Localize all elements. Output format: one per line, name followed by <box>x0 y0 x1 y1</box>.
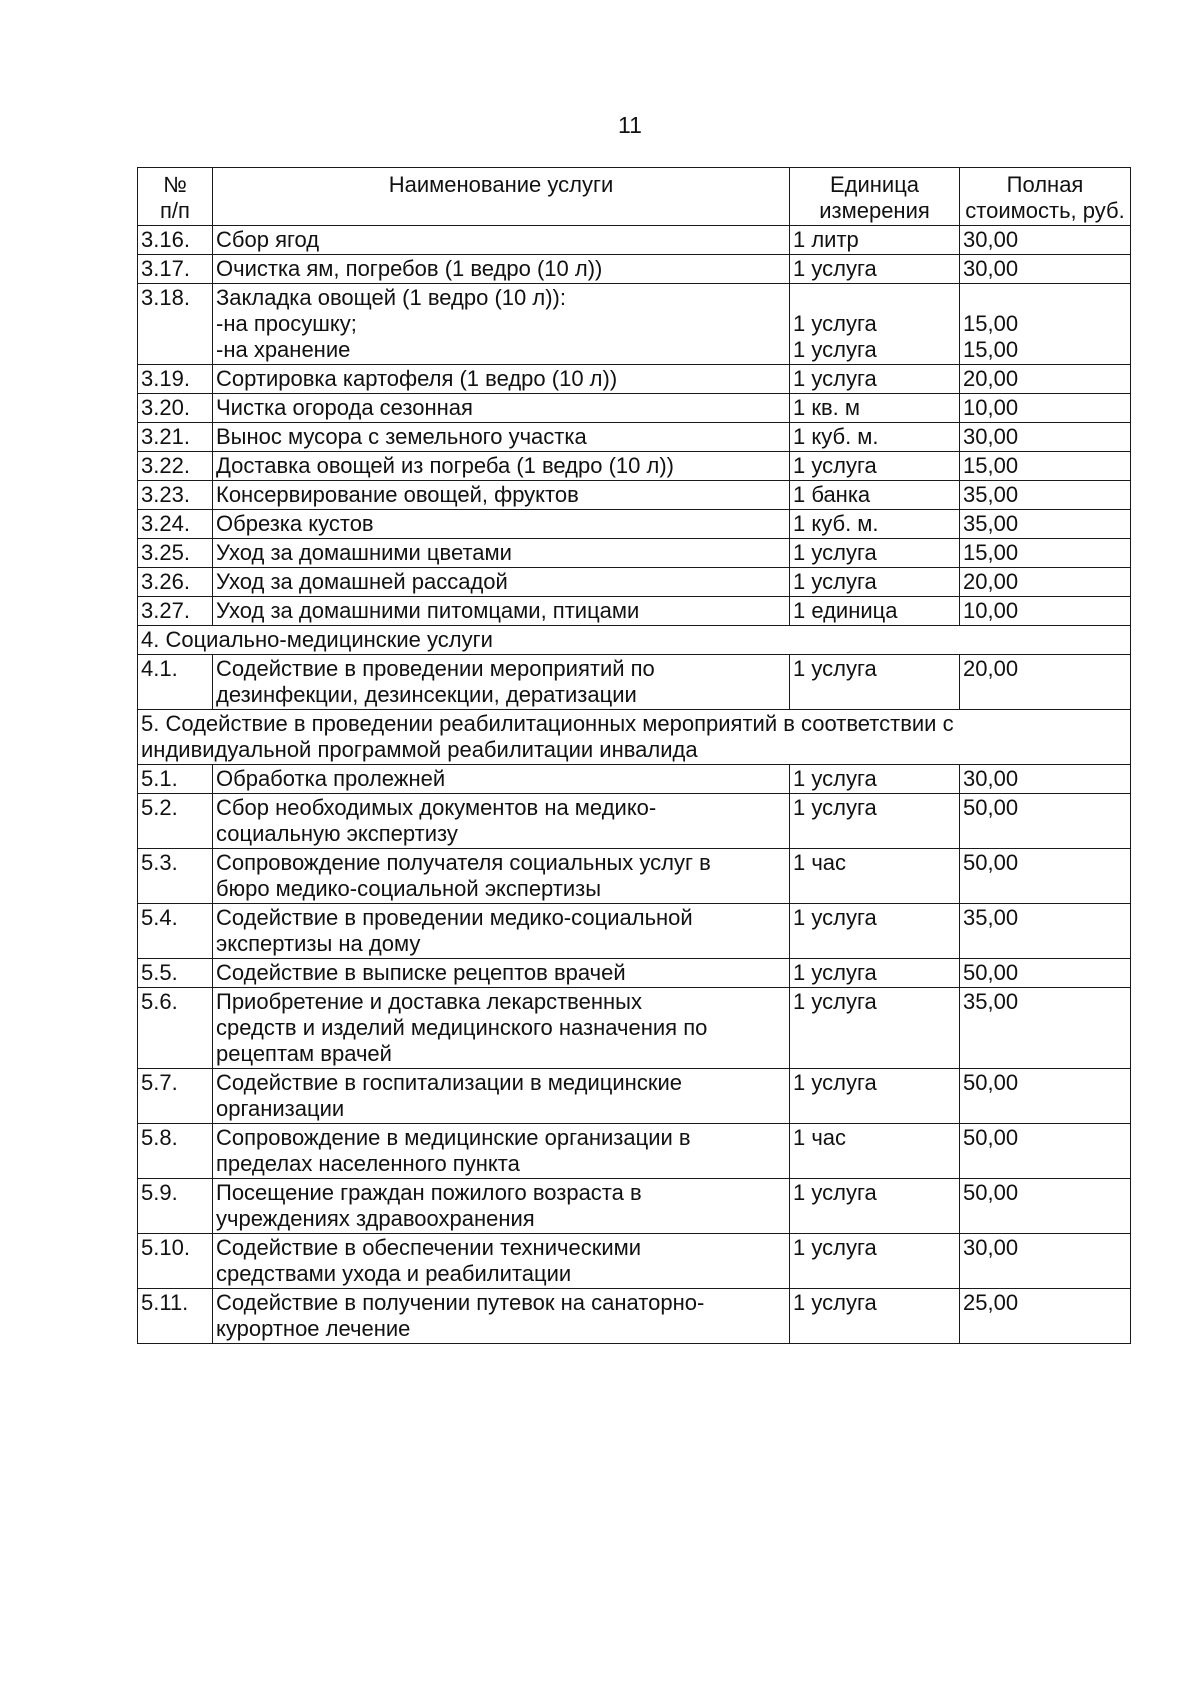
price-text: 35,00 <box>963 989 1019 1014</box>
cell-spacer <box>793 285 956 311</box>
row-number-text: 3.24. <box>141 511 190 536</box>
full-price <box>960 255 1131 284</box>
unit-of-measure <box>790 255 960 284</box>
row-number <box>138 568 213 597</box>
price-text: 30,00 <box>963 766 1019 791</box>
row-number-text: 5.6. <box>141 989 178 1014</box>
table-row <box>138 226 1131 255</box>
full-price <box>960 510 1131 539</box>
unit-text: 1 услуга <box>793 337 877 362</box>
row-number-text: 5.1. <box>141 766 178 791</box>
service-name <box>213 1069 790 1124</box>
service-name-line: дезинфекции, дезинсекции, дератизации <box>216 682 637 707</box>
service-name <box>213 452 790 481</box>
unit-of-measure <box>790 1179 960 1234</box>
full-price <box>960 794 1131 849</box>
service-name-line: Консервирование овощей, фруктов <box>216 482 579 507</box>
full-price <box>960 765 1131 794</box>
row-number <box>138 365 213 394</box>
full-price <box>960 452 1131 481</box>
table-row <box>138 423 1131 452</box>
row-number-text: 3.22. <box>141 453 190 478</box>
header-unit-line: измерения <box>819 198 930 223</box>
service-name-line: Уход за домашней рассадой <box>216 569 508 594</box>
row-number-text: 5.4. <box>141 905 178 930</box>
unit-of-measure <box>790 1289 960 1344</box>
row-number-text: 5.7. <box>141 1070 178 1095</box>
table-row <box>138 597 1131 626</box>
row-number <box>138 1069 213 1124</box>
price-text: 15,00 <box>963 540 1019 565</box>
service-name <box>213 255 790 284</box>
service-name-line: Уход за домашними цветами <box>216 540 512 565</box>
table-row <box>138 765 1131 794</box>
row-number-text: 3.18. <box>141 285 190 310</box>
row-number-text: 3.25. <box>141 540 190 565</box>
table-row <box>138 655 1131 710</box>
row-number-text: 3.26. <box>141 569 190 594</box>
service-name-line: Обработка пролежней <box>216 766 446 791</box>
full-price <box>960 423 1131 452</box>
cell-spacer <box>963 285 1127 311</box>
row-number <box>138 226 213 255</box>
table-row <box>138 365 1131 394</box>
service-name-line: Содействие в обеспечении техническими <box>216 1235 642 1260</box>
unit-text: 1 банка <box>793 482 871 507</box>
service-name-line: Обрезка кустов <box>216 511 374 536</box>
row-number-text: 5.8. <box>141 1125 178 1150</box>
service-name-line: Посещение граждан пожилого возраста в <box>216 1180 642 1205</box>
service-name-line: Сопровождение получателя социальных услуг в <box>216 850 711 875</box>
unit-of-measure <box>790 988 960 1069</box>
service-name <box>213 423 790 452</box>
table-row <box>138 568 1131 597</box>
unit-of-measure <box>790 423 960 452</box>
full-price <box>960 568 1131 597</box>
table-row <box>138 1179 1131 1234</box>
service-name <box>213 959 790 988</box>
price-text: 30,00 <box>963 1235 1019 1260</box>
page-number: 11 <box>618 112 642 138</box>
table-row <box>138 452 1131 481</box>
row-number <box>138 1289 213 1344</box>
price-text: 35,00 <box>963 905 1019 930</box>
unit-of-measure <box>790 481 960 510</box>
unit-of-measure <box>790 904 960 959</box>
header-price-line: стоимость, руб. <box>965 198 1125 223</box>
full-price <box>960 597 1131 626</box>
unit-text: 1 услуга <box>793 656 877 681</box>
service-name-line: бюро медико-социальной экспертизы <box>216 876 602 901</box>
unit-of-measure <box>790 1124 960 1179</box>
service-name <box>213 1289 790 1344</box>
price-text: 50,00 <box>963 960 1019 985</box>
row-number-text: 3.16. <box>141 227 190 252</box>
header-name-line: Наименование услуги <box>388 172 614 197</box>
unit-text: 1 услуга <box>793 766 877 791</box>
service-name-line: организации <box>216 1096 345 1121</box>
price-text: 15,00 <box>963 337 1019 362</box>
service-name <box>213 597 790 626</box>
price-text: 25,00 <box>963 1290 1019 1315</box>
unit-text: 1 кв. м <box>793 395 861 420</box>
unit-text: 1 услуга <box>793 540 877 565</box>
full-price <box>960 849 1131 904</box>
unit-text: 1 час <box>793 1125 847 1150</box>
service-name-line: учреждениях здравоохранения <box>216 1206 535 1231</box>
service-name-line: Вынос мусора с земельного участка <box>216 424 587 449</box>
service-name-line: Содействие в госпитализации в медицинские <box>216 1070 682 1095</box>
service-name-line: Уход за домашними питомцами, птицами <box>216 598 640 623</box>
row-number <box>138 959 213 988</box>
service-name-line: Сопровождение в медицинские организации в <box>216 1125 691 1150</box>
full-price <box>960 1179 1131 1234</box>
table-row <box>138 510 1131 539</box>
table-row <box>138 1289 1131 1344</box>
price-text: 15,00 <box>963 453 1019 478</box>
table-row <box>138 255 1131 284</box>
price-text: 35,00 <box>963 482 1019 507</box>
unit-text: 1 услуга <box>793 1070 877 1095</box>
row-number <box>138 1234 213 1289</box>
service-name-line: -на просушку; <box>216 311 357 336</box>
row-number <box>138 423 213 452</box>
unit-text: 1 услуга <box>793 256 877 281</box>
price-text: 30,00 <box>963 424 1019 449</box>
unit-of-measure <box>790 1234 960 1289</box>
row-number-text: 5.11. <box>141 1290 189 1315</box>
table-row <box>138 539 1131 568</box>
row-number <box>138 988 213 1069</box>
unit-text: 1 час <box>793 850 847 875</box>
row-number-text: 3.20. <box>141 395 190 420</box>
row-number-text: 3.21. <box>141 424 190 449</box>
unit-of-measure <box>790 284 960 365</box>
unit-of-measure <box>790 849 960 904</box>
table-row <box>138 904 1131 959</box>
price-text: 30,00 <box>963 227 1019 252</box>
unit-text: 1 услуга <box>793 960 877 985</box>
row-number-text: 5.5. <box>141 960 178 985</box>
service-name <box>213 284 790 365</box>
service-name-line: Содействие в получении путевок на санаторно- <box>216 1290 705 1315</box>
section-title <box>138 710 1131 765</box>
service-name <box>213 904 790 959</box>
service-name <box>213 655 790 710</box>
row-number <box>138 255 213 284</box>
service-name <box>213 510 790 539</box>
service-name-line: Чистка огорода сезонная <box>216 395 473 420</box>
row-number-text: 5.3. <box>141 850 178 875</box>
row-number-text: 3.17. <box>141 256 190 281</box>
service-name-line: пределах населенного пункта <box>216 1151 520 1176</box>
row-number <box>138 597 213 626</box>
service-name-line: Содействие в выписке рецептов врачей <box>216 960 626 985</box>
unit-of-measure <box>790 1069 960 1124</box>
unit-text: 1 услуга <box>793 989 877 1014</box>
service-name-line: Закладка овощей (1 ведро (10 л)): <box>216 285 566 310</box>
service-name <box>213 765 790 794</box>
service-name-line: средств и изделий медицинского назначения по <box>216 1015 708 1040</box>
price-text: 30,00 <box>963 256 1019 281</box>
unit-text: 1 услуга <box>793 569 877 594</box>
service-name-line: Сортировка картофеля (1 ведро (10 л)) <box>216 366 618 391</box>
header-price <box>960 168 1131 226</box>
full-price <box>960 1069 1131 1124</box>
unit-text: 1 услуга <box>793 795 877 820</box>
unit-of-measure <box>790 365 960 394</box>
full-price <box>960 988 1131 1069</box>
section-title-line: 4. Социально-медицинские услуги <box>141 627 493 652</box>
row-number-text: 5.10. <box>141 1235 190 1260</box>
unit-of-measure <box>790 539 960 568</box>
service-name-line: -на хранение <box>216 337 351 362</box>
service-name-line: социальную экспертизу <box>216 821 458 846</box>
price-text: 50,00 <box>963 795 1019 820</box>
section-header-row <box>138 626 1131 655</box>
table-header-row <box>138 168 1131 226</box>
row-number-text: 3.23. <box>141 482 190 507</box>
table-row <box>138 394 1131 423</box>
table-row <box>138 284 1131 365</box>
service-name <box>213 794 790 849</box>
service-name <box>213 1234 790 1289</box>
unit-text: 1 услуга <box>793 453 877 478</box>
service-name <box>213 539 790 568</box>
service-name <box>213 568 790 597</box>
service-name-line: Сбор необходимых документов на медико- <box>216 795 657 820</box>
services-price-table <box>137 167 1131 1344</box>
unit-text: 1 услуга <box>793 1235 877 1260</box>
full-price <box>960 655 1131 710</box>
price-text: 35,00 <box>963 511 1019 536</box>
service-name-line: Доставка овощей из погреба (1 ведро (10 л)) <box>216 453 675 478</box>
service-name-line: средствами ухода и реабилитации <box>216 1261 572 1286</box>
price-text: 20,00 <box>963 569 1019 594</box>
service-name <box>213 849 790 904</box>
full-price <box>960 904 1131 959</box>
service-name-line: Содействие в проведении мероприятий по <box>216 656 655 681</box>
full-price <box>960 1234 1131 1289</box>
row-number <box>138 849 213 904</box>
row-number <box>138 481 213 510</box>
price-text: 50,00 <box>963 1125 1019 1150</box>
service-name <box>213 1179 790 1234</box>
table-row <box>138 1069 1131 1124</box>
unit-of-measure <box>790 597 960 626</box>
row-number <box>138 1179 213 1234</box>
header-name <box>213 168 790 226</box>
row-number-text: 5.2. <box>141 795 178 820</box>
price-text: 50,00 <box>963 850 1019 875</box>
service-name <box>213 394 790 423</box>
row-number <box>138 394 213 423</box>
unit-text: 1 куб. м. <box>793 511 879 536</box>
table-row <box>138 794 1131 849</box>
row-number <box>138 765 213 794</box>
unit-text: 1 услуга <box>793 1180 877 1205</box>
price-text: 10,00 <box>963 598 1019 623</box>
service-name <box>213 481 790 510</box>
service-name-line: Содействие в проведении медико-социальной <box>216 905 693 930</box>
row-number-text: 5.9. <box>141 1180 178 1205</box>
unit-of-measure <box>790 765 960 794</box>
unit-of-measure <box>790 510 960 539</box>
unit-text: 1 литр <box>793 227 859 252</box>
row-number-text: 4.1. <box>141 656 178 681</box>
header-unit-line: Единица <box>829 172 920 197</box>
full-price <box>960 365 1131 394</box>
service-name-line: экспертизы на дому <box>216 931 421 956</box>
header-num-line: № <box>163 172 187 197</box>
full-price <box>960 1124 1131 1179</box>
row-number <box>138 794 213 849</box>
full-price <box>960 226 1131 255</box>
service-name-line: Очистка ям, погребов (1 ведро (10 л)) <box>216 256 603 281</box>
full-price <box>960 959 1131 988</box>
table-row <box>138 849 1131 904</box>
service-name <box>213 365 790 394</box>
row-number <box>138 655 213 710</box>
section-title <box>138 626 1131 655</box>
unit-of-measure <box>790 226 960 255</box>
row-number-text: 3.27. <box>141 598 190 623</box>
unit-of-measure <box>790 452 960 481</box>
row-number <box>138 904 213 959</box>
full-price <box>960 394 1131 423</box>
service-name-line: курортное лечение <box>216 1316 411 1341</box>
table-row <box>138 959 1131 988</box>
header-num <box>138 168 213 226</box>
price-text: 20,00 <box>963 366 1019 391</box>
unit-of-measure <box>790 959 960 988</box>
section-title-line: 5. Содействие в проведении реабилитационных мероприятий в соответствии с <box>141 711 954 736</box>
unit-of-measure <box>790 794 960 849</box>
header-unit <box>790 168 960 226</box>
unit-text: 1 услуга <box>793 1290 877 1315</box>
unit-text: 1 куб. м. <box>793 424 879 449</box>
service-name-line: Приобретение и доставка лекарственных <box>216 989 642 1014</box>
full-price <box>960 284 1131 365</box>
header-price-line: Полная <box>1006 172 1084 197</box>
service-name-line: рецептам врачей <box>216 1041 392 1066</box>
unit-of-measure <box>790 394 960 423</box>
header-num-line: п/п <box>160 198 190 223</box>
unit-of-measure <box>790 568 960 597</box>
unit-of-measure <box>790 655 960 710</box>
price-text: 20,00 <box>963 656 1019 681</box>
price-text: 50,00 <box>963 1070 1019 1095</box>
unit-text: 1 услуга <box>793 311 877 336</box>
unit-text: 1 услуга <box>793 366 877 391</box>
service-name <box>213 226 790 255</box>
table-row <box>138 1234 1131 1289</box>
unit-text: 1 услуга <box>793 905 877 930</box>
table-row <box>138 988 1131 1069</box>
section-header-row <box>138 710 1131 765</box>
table-row <box>138 481 1131 510</box>
price-text: 15,00 <box>963 311 1019 336</box>
row-number <box>138 452 213 481</box>
service-name <box>213 1124 790 1179</box>
price-text: 10,00 <box>963 395 1019 420</box>
row-number <box>138 284 213 365</box>
section-title-line: индивидуальной программой реабилитации инвалида <box>141 737 698 762</box>
table-row <box>138 1124 1131 1179</box>
service-name <box>213 988 790 1069</box>
full-price <box>960 481 1131 510</box>
row-number <box>138 510 213 539</box>
full-price <box>960 539 1131 568</box>
full-price <box>960 1289 1131 1344</box>
service-name-line: Сбор ягод <box>216 227 320 252</box>
row-number <box>138 539 213 568</box>
price-text: 50,00 <box>963 1180 1019 1205</box>
unit-text: 1 единица <box>793 598 898 623</box>
row-number-text: 3.19. <box>141 366 190 391</box>
row-number <box>138 1124 213 1179</box>
